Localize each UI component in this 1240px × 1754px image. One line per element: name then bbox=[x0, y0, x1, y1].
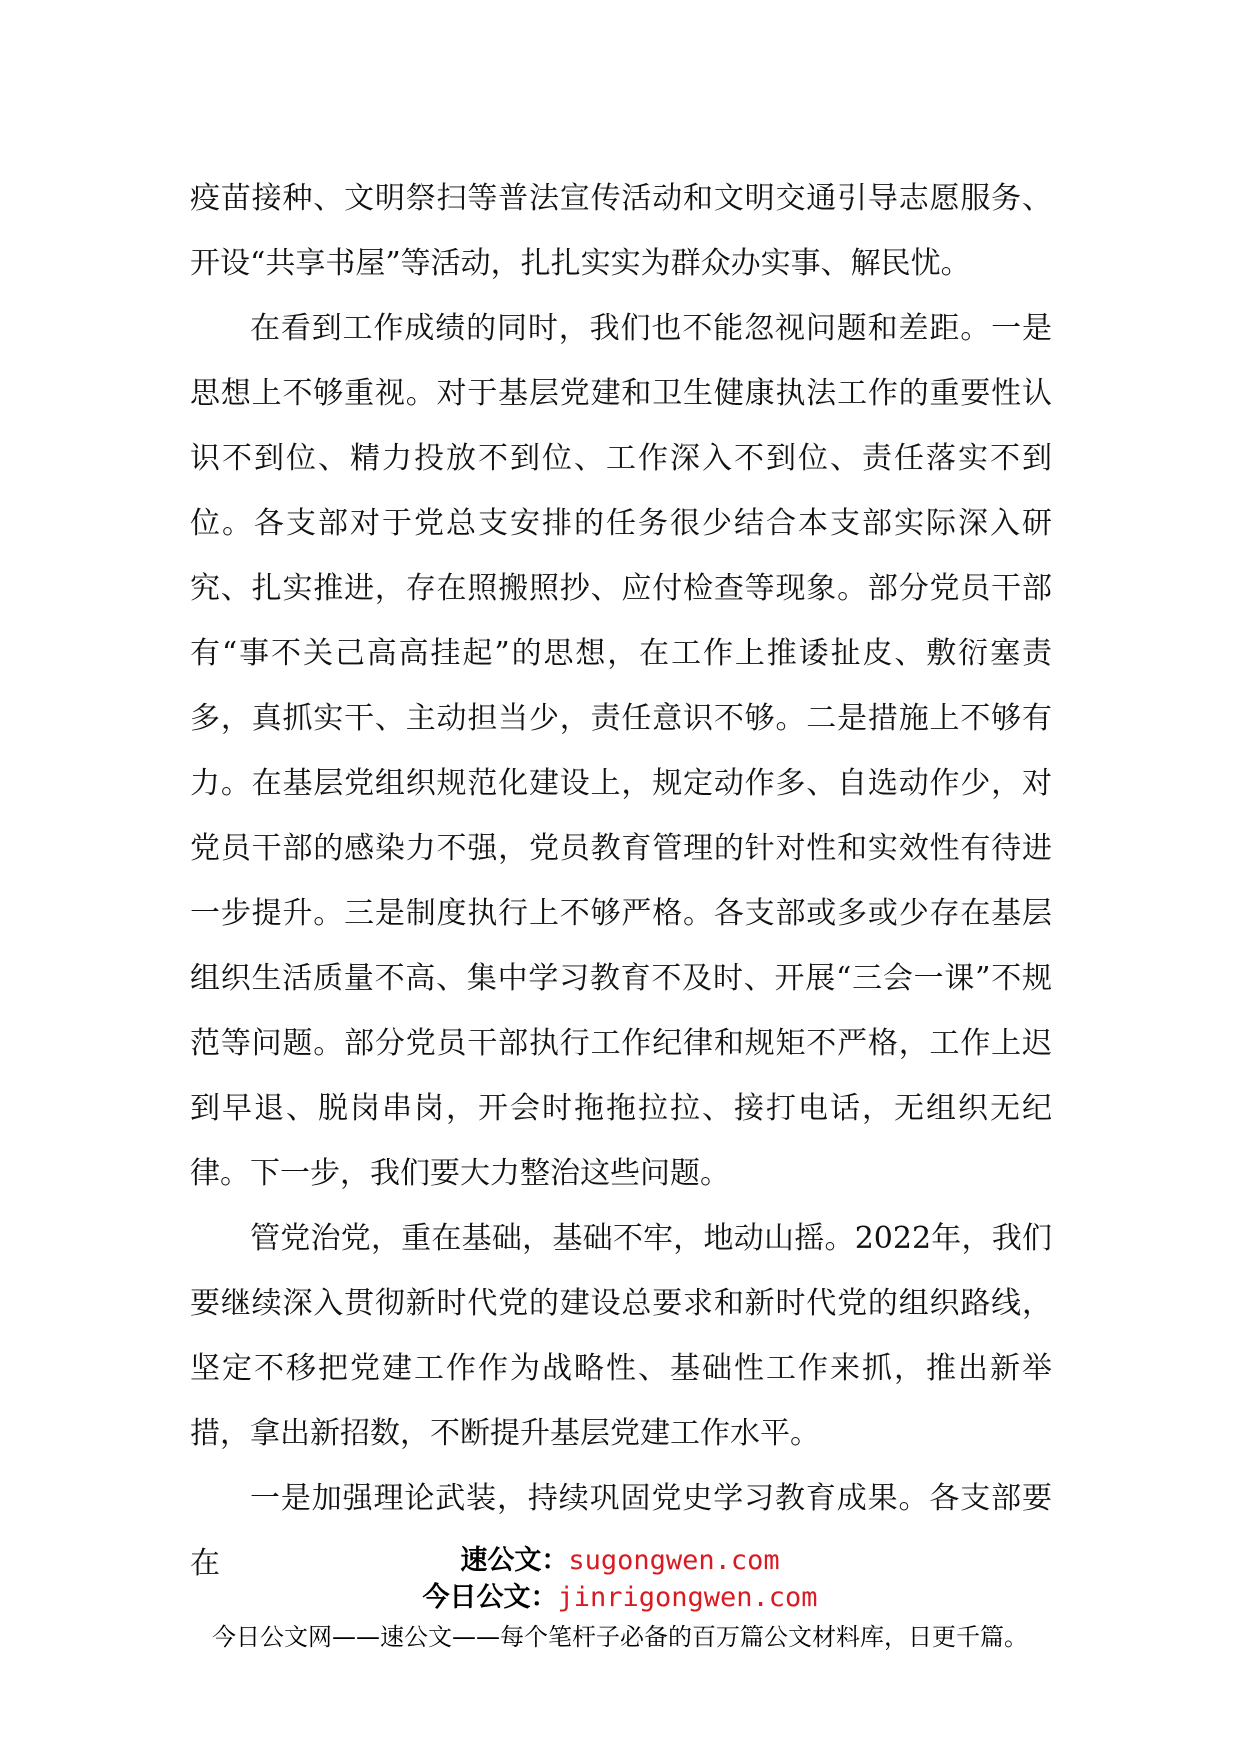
footer-link-jinrigongwen[interactable]: jinrigongwen.com bbox=[557, 1582, 818, 1613]
footer-label-jinrigongwen: 今日公文： bbox=[422, 1582, 558, 1613]
document-body bbox=[190, 166, 1052, 1596]
footer-line-sugongwen bbox=[0, 1543, 1240, 1579]
footer-link-sugongwen[interactable]: sugongwen.com bbox=[568, 1545, 780, 1576]
paragraph-3: 管党治党，重在基础，基础不牢，地动山摇。2022年，我们要继续深入贯彻新时代党的建设总要求和新时代党的组织路线，坚定不移把党建工作作为战略性、基础性工作来抓，推出新举措，拿出新招数，不断提升基层党建工作水平。 bbox=[190, 1221, 1052, 1451]
paragraph-4: 一是加强理论武装，持续巩固党史学习教育成果。各支部要在 bbox=[190, 1481, 1052, 1581]
footer-slogan: 今日公文网——速公文——每个笔杆子必备的百万篇公文材料库，日更千篇。 bbox=[212, 1623, 1028, 1651]
footer-label-sugongwen: 速公文： bbox=[460, 1545, 569, 1576]
paragraph-1: 疫苗接种、文明祭扫等普法宣传活动和文明交通引导志愿服务、开设“共享书屋”等活动，扎扎实实为群众办实事、解民忧。 bbox=[190, 181, 1052, 281]
footer-line-jinrigongwen bbox=[0, 1580, 1240, 1616]
paragraph-2: 在看到工作成绩的同时，我们也不能忽视问题和差距。一是思想上不够重视。对于基层党建和卫生健康执法工作的重要性认识不到位、精力投放不到位、工作深入不到位、责任落实不到位。各支部对于党总支安排的任务很少结合本支部实际深入研究、扎实推进，存在照搬照抄、应付检查等现象。部分党员干部有“事不关己高高挂起”的思想，在工作上推诿扯皮、敷衍塞责多，真抓实干、主动担当少，责任意识不够。二是措施上不够有力。在基层党组织规范化建设上，规定动作多、自选动作少，对党员干部的感染力不强，党员教育管理的针对性和实效性有待进一步提升。三是制度执行上不够严格。各支部或多或少存在基层组织生活质量不高、集中学习教育不及时、开展“三会一课”不规范等问题。部分党员干部执行工作纪律和规矩不严格，工作上迟到早退、脱岗串岗，开会时拖拖拉拉、接打电话，无组织无纪律。下一步，我们要大力整治这些问题。 bbox=[190, 311, 1052, 1191]
